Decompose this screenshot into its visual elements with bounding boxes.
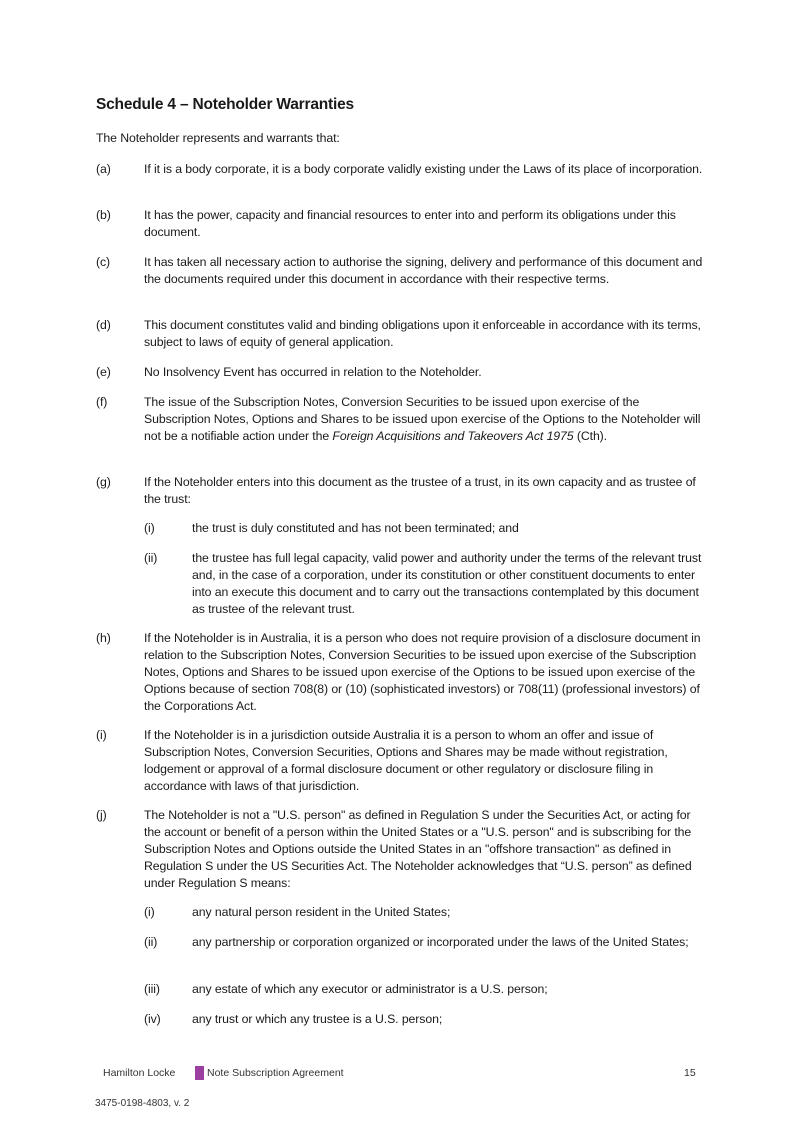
warranty-item [96, 364, 706, 381]
subitem-text: the trustee has full legal capacity, valid power and authority under the terms of the relevant trust and, in the case of a corporation, under its constitution or other constituent documents to enter into an execute this document and to carry out the transactions contemplated by this document as trustee of the relevant trust. [192, 551, 702, 616]
warranty-item [96, 317, 706, 351]
item-label: (i) [96, 728, 107, 742]
warranty-subitem [144, 1011, 706, 1028]
page-title: Schedule 4 – Noteholder Warranties [96, 96, 354, 113]
item-text [144, 394, 704, 445]
item-label: (a) [96, 162, 111, 176]
warranty-item [96, 807, 706, 892]
subitem-label: (ii) [144, 551, 158, 565]
warranty-item [96, 254, 706, 288]
subitem-label: (iv) [144, 1012, 161, 1026]
item-label: (c) [96, 255, 111, 269]
subitem-label: (i) [144, 905, 155, 919]
warranty-subitem [144, 550, 706, 618]
warranty-item [96, 727, 706, 795]
item-text: This document constitutes valid and binding obligations upon it enforceable in accordance with its terms, subject to laws of equity of general application. [144, 318, 701, 349]
item-text: No Insolvency Event has occurred in relation to the Noteholder. [144, 365, 482, 379]
item-label: (h) [96, 631, 111, 645]
warranty-subitem [144, 934, 706, 951]
subitem-text: any partnership or corporation organized or incorporated under the laws of the United States; [192, 935, 689, 949]
subitem-text: any trust or which any trustee is a U.S. person; [192, 1012, 443, 1026]
item-label: (f) [96, 395, 108, 409]
item-label: (d) [96, 318, 111, 332]
warranty-item [96, 161, 706, 178]
item-text: If the Noteholder is in Australia, it is a person who does not require provision of a disclosure document in relation to the Subscription Notes, Conversion Securities to be issued upon exercise of the Subscription Notes, Options and Shares to be issued upon exercise of the Options to be issued upon exercise of the Options because of section 708(8) or (10) (sophisticated investors) or 708(11) (professional investors) of the Corporations Act. [144, 631, 701, 713]
footer-marker-icon [195, 1066, 204, 1080]
item-text: If the Noteholder is in a jurisdiction outside Australia it is a person to whom an offer and issue of Subscription Notes, Conversion Securities, Options and Shares may be made without registration, lodgement or approval of a formal disclosure document or other regulatory or disclosure filing in accordance with laws of that jurisdiction. [144, 728, 668, 793]
warranty-item [96, 394, 706, 445]
item-label: (e) [96, 365, 111, 379]
item-text: If the Noteholder enters into this document as the trustee of a trust, in its own capacity and as trustee of the trust: [144, 475, 696, 506]
item-label: (g) [96, 475, 111, 489]
item-text: It has taken all necessary action to authorise the signing, delivery and performance of this document and the documents required under this document in accordance with their respective terms. [144, 255, 703, 286]
footer-document-name: Note Subscription Agreement [207, 1067, 344, 1079]
subitem-label: (ii) [144, 935, 158, 949]
item-text: If it is a body corporate, it is a body corporate validly existing under the Laws of its place of incorporation. [144, 162, 703, 176]
warranty-subitem [144, 981, 706, 998]
subitem-label: (iii) [144, 982, 160, 996]
warranty-item [96, 207, 706, 241]
document-reference: 3475-0198-4803, v. 2 [95, 1098, 190, 1109]
item-label: (j) [96, 808, 107, 822]
warranty-subitem [144, 904, 706, 921]
act-name: Foreign Acquisitions and Takeovers Act 1975 [332, 429, 574, 443]
footer-firm-name: Hamilton Locke [103, 1067, 176, 1079]
warranty-item [96, 630, 706, 715]
subitem-text: any estate of which any executor or administrator is a U.S. person; [192, 982, 548, 996]
intro-text: The Noteholder represents and warrants that: [96, 131, 340, 145]
warranty-subitem [144, 520, 706, 537]
item-text: The Noteholder is not a "U.S. person" as defined in Regulation S under the Securities Act, or acting for the account or benefit of a person within the United States or a "U.S. person" and is subscribing for the Subscription Notes and Options outside the United States in an "offshore transaction" as defined in Regulation S under the US Securities Act. The Noteholder acknowledges that “U.S. person” as defined under Regulation S means: [144, 808, 692, 890]
item-text-part: (Cth). [573, 429, 607, 443]
subitem-label: (i) [144, 521, 155, 535]
item-label: (b) [96, 208, 111, 222]
item-text-part: The issue of the Subscription Notes, Conversion Securities to be issued upon exercise of the Subscription Notes, Options and Shares to be issued upon exercise of the Options to the Noteholder will not be a notifiable action under the [144, 395, 701, 443]
warranty-item [96, 474, 706, 508]
subitem-text: the trust is duly constituted and has not been terminated; and [192, 521, 519, 535]
subitem-text: any natural person resident in the United States; [192, 905, 451, 919]
item-text: It has the power, capacity and financial resources to enter into and perform its obligations under this document. [144, 208, 676, 239]
page-number: 15 [684, 1067, 696, 1079]
